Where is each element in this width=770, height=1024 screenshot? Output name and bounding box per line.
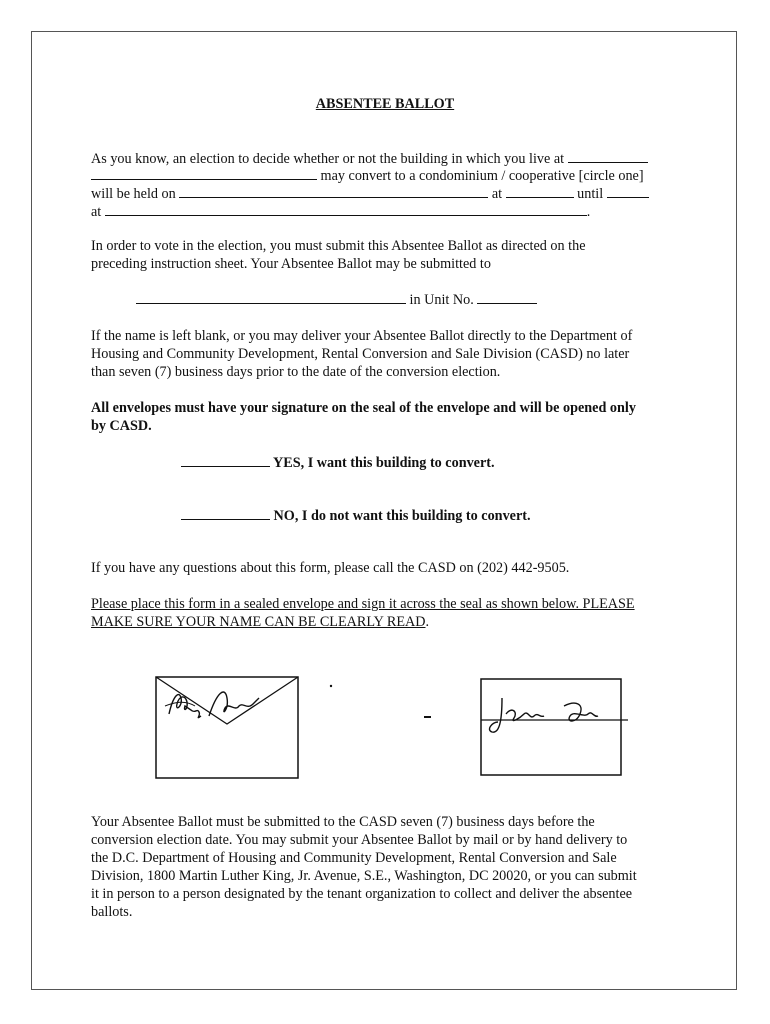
signature-scribble-1 [169, 692, 259, 718]
final-line-3: the D.C. Department of Housing and Community Development, Rental Conversion and Sale [91, 850, 617, 866]
vote-yes-option: YES, I want this building to convert. [181, 453, 495, 472]
delivery-line-1: If the name is left blank, or you may deliver your Absentee Ballot directly to the Department of [91, 328, 633, 344]
election-date-field[interactable] [179, 184, 488, 198]
final-line-5: it in person to a person designated by the tenant organization to collect and deliver the absentee [91, 886, 633, 902]
delivery-line-3: than seven (7) business days prior to the date of the conversion election. [91, 364, 501, 380]
final-line-4: Division, 1800 Martin Luther King, Jr. Avenue, S.E., Washington, DC 20020, or you can submit [91, 868, 637, 884]
instructions-line-1: Please place this form in a sealed envelope and sign it across the seal as shown below. PLEASE [91, 596, 635, 612]
intro-line-2: may convert to a condominium / cooperative [circle one] [91, 166, 644, 185]
election-time-field[interactable] [506, 184, 574, 198]
unit-number-field[interactable] [477, 290, 537, 304]
election-end-time-field[interactable] [607, 184, 649, 198]
unit-line: in Unit No. [136, 290, 537, 309]
submission-line-1: In order to vote in the election, you must submit this Absentee Ballot as directed on the [91, 238, 586, 254]
envelope-note-line-2: by CASD. [91, 418, 152, 434]
final-line-2: conversion election date. You may submit your Absentee Ballot by mail or by hand delivery to [91, 832, 628, 848]
envelope-sealed-illustration [480, 678, 630, 778]
ballot-page [31, 31, 737, 990]
vote-yes-field[interactable] [181, 453, 270, 467]
delivery-line-2: Housing and Community Development, Rental Conversion and Sale Division (CASD) no later [91, 346, 630, 362]
vote-no-field[interactable] [181, 506, 270, 520]
signature-scribble-2 [490, 698, 598, 732]
envelope-back-illustration [155, 676, 300, 781]
final-line-6: ballots. [91, 904, 133, 920]
final-line-1: Your Absentee Ballot must be submitted to the CASD seven (7) business days before the [91, 814, 595, 830]
election-location-field[interactable] [105, 202, 587, 216]
scan-marks [327, 682, 437, 742]
submission-line-2: preceding instruction sheet. Your Absentee Ballot may be submitted to [91, 256, 491, 272]
recipient-name-field[interactable] [136, 290, 406, 304]
building-address-field[interactable] [568, 149, 648, 163]
page-title: ABSENTEE BALLOT [315, 96, 455, 112]
intro-line-4: at . [91, 204, 591, 220]
building-address-field-2[interactable] [91, 166, 317, 180]
intro-line-3: will be held on at until [91, 184, 649, 203]
vote-no-option: NO, I do not want this building to convert. [181, 506, 531, 525]
envelope-note-line-1: All envelopes must have your signature on the seal of the envelope and will be opened only [91, 400, 636, 416]
questions-line: If you have any questions about this form, please call the CASD on (202) 442-9505. [91, 560, 570, 576]
intro-line-1: As you know, an election to decide whether or not the building in which you live at [91, 149, 648, 168]
instructions-line-2: MAKE SURE YOUR NAME CAN BE CLEARLY READ. [91, 614, 430, 630]
